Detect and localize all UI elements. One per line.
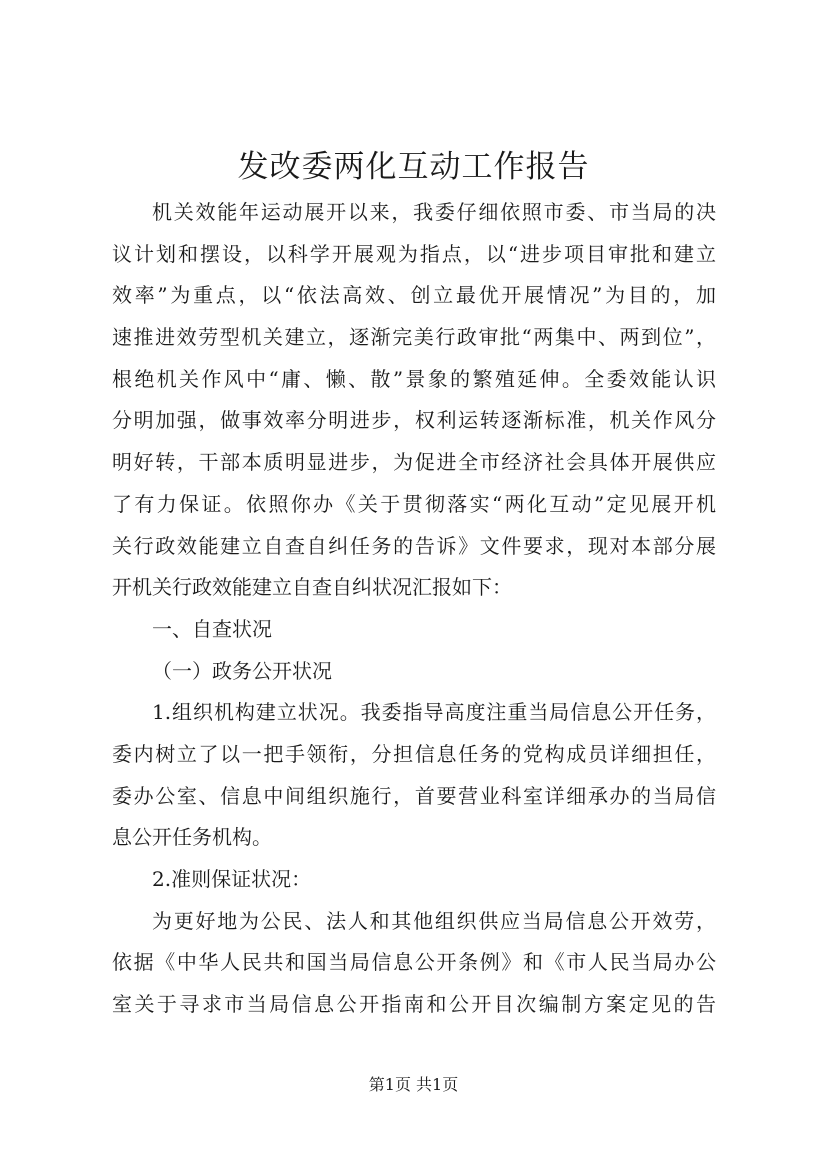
text-line: 分明加强，做事效率分明进步，权利运转逐渐标准，机关作风分 [112,408,716,433]
page-footer: 第1页 共1页 [368,1075,459,1094]
text-line: （一）政务公开状况 [152,658,332,683]
text-line: 效率”为重点，以“依法高效、创立最优开展情况”为目的，加 [112,283,716,308]
text-line: 委内树立了以一把手领衔，分担信息任务的党构成员详细担任， [112,741,716,766]
subsection-heading [112,651,716,693]
text-line: 依据《中华人民共和国当局信息公开条例》和《市人民当局办公 [112,950,716,975]
text-line: 1.组织机构建立状况。我委指导高度注重当局信息公开任务， [152,700,716,725]
document-body [112,192,716,1026]
text-line: 机关效能年运动展开以来，我委仔细依照市委、市当局的决 [152,200,716,224]
text-line: 息公开任务机构。 [112,825,272,850]
text-line: 2.准则保证状况： [152,867,312,891]
paragraph [112,192,716,609]
paragraph [112,901,716,1026]
text-line: 开机关行政效能建立自查自纠状况汇报如下： [112,575,512,600]
text-line: 关行政效能建立自查自纠任务的告诉》文件要求，现对本部分展 [112,533,716,558]
paragraph [112,859,716,901]
section-heading [112,609,716,651]
text-line: 为更好地为公民、法人和其他组织供应当局信息公开效劳， [152,908,716,933]
text-line: 议计划和摆设，以科学开展观为指点，以“进步项目审批和建立 [112,241,716,266]
text-line: 了有力保证。依照你办《关于贯彻落实“两化互动”定见展开机 [112,491,716,516]
paragraph [112,692,716,859]
document-title: 发改委两化互动工作报告 [237,149,590,185]
text-line: 室关于寻求市当局信息公开指南和公开目次编制方案定见的告 [112,992,716,1017]
text-line: 根绝机关作风中“庸、懒、散”景象的繁殖延伸。全委效能认识 [112,366,716,391]
text-line: 一、自查状况 [152,616,272,641]
text-line: 明好转，干部本质明显进步，为促进全市经济社会具体开展供应 [112,450,716,475]
text-line: 委办公室、信息中间组织施行，首要营业科室详细承办的当局信 [112,783,716,808]
text-line: 速推进效劳型机关建立，逐渐完美行政审批“两集中、两到位”， [112,325,716,350]
